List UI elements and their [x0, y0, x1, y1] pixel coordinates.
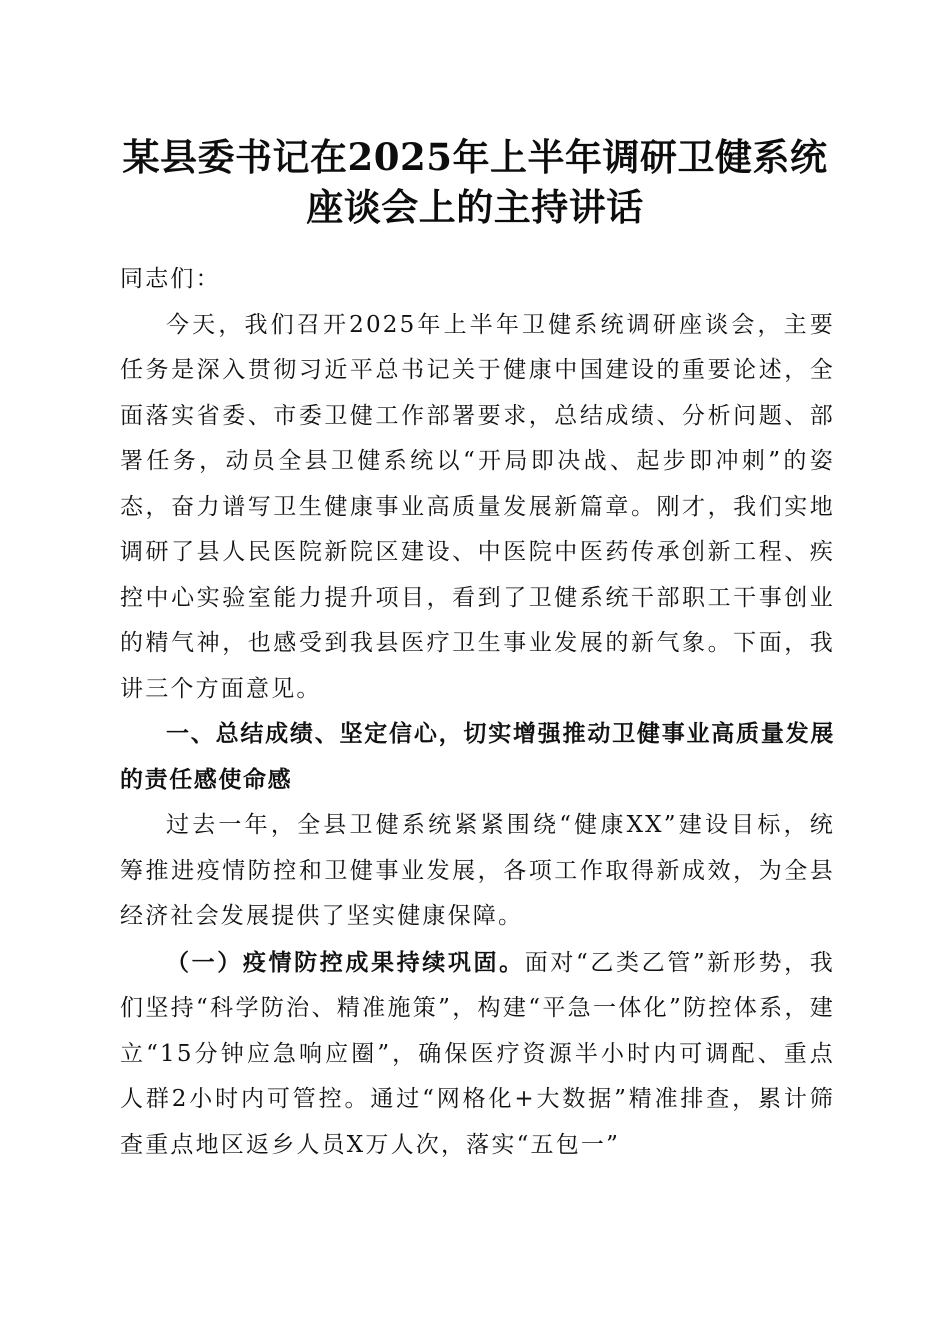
paragraph-summary: 过去一年，全县卫健系统紧紧围绕“健康XX”建设目标，统筹推进疫情防控和卫健事业发展，各项工作取得新成效，为全县经济社会发展提供了坚实健康保障。	[120, 812, 835, 929]
salutation: 同志们：	[120, 266, 221, 292]
section-heading-1: 一、总结成绩、坚定信心，切实增强推动卫健事业高质量发展的责任感使命感	[120, 721, 835, 793]
document-title: 某县委书记在2025年上半年调研卫健系统座谈会上的主持讲话	[122, 135, 828, 229]
subsection-text: 面对“乙类乙管”新形势，我们坚持“科学防治、精准施策”，构建“平急一体化”防控体系，建立“15分钟应急响应圈”，确保医疗资源半小时内可调配、重点人群2小时内可管控。通过“网格化+大数据”精准排查，累计筛查重点地区返乡人员X万人次，落实“五包一”	[120, 949, 835, 1158]
subsection-lead: （一）疫情防控成果持续巩固。	[166, 948, 525, 976]
paragraph-intro: 今天，我们召开2025年上半年卫健系统调研座谈会，主要任务是深入贯彻习近平总书记关于健康中国建设的重要论述，全面落实省委、市委卫健工作部署要求，总结成绩、分析问题、部署任务，动员全县卫健系统以“开局即决战、起步即冲刺”的姿态，奋力谱写卫生健康事业高质量发展新篇章。刚才，我们实地调研了县人民医院新院区建设、中医院中医药传承创新工程、疾控中心实验室能力提升项目，看到了卫健系统干部职工干事创业的精气神，也感受到我县医疗卫生事业发展的新气象。下面，我讲三个方面意见。	[120, 311, 835, 702]
document-body	[120, 257, 835, 1168]
paragraph-subsection-1	[120, 940, 835, 1169]
